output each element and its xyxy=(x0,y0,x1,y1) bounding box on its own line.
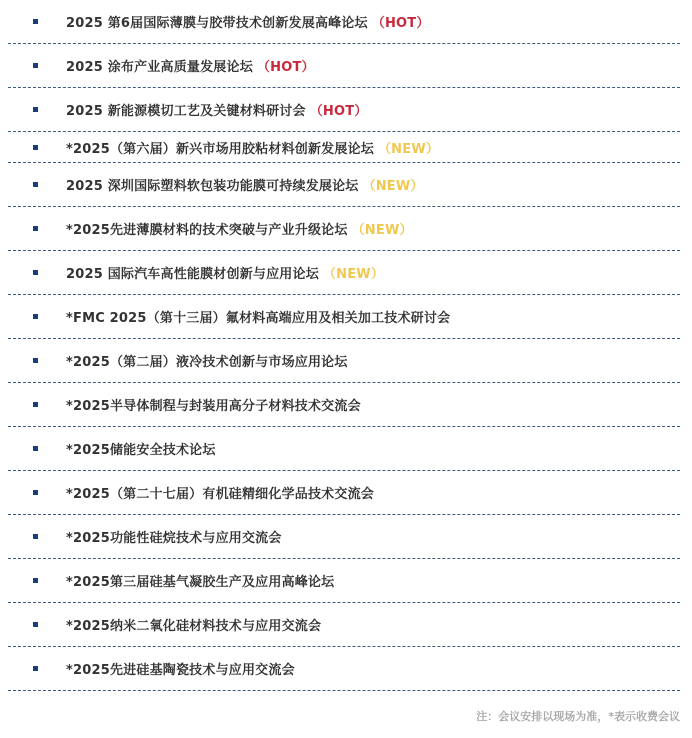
conference-title: *2025（第二十七届）有机硅精细化学品技术交流会 xyxy=(66,487,374,502)
conference-title: *2025（第六届）新兴市场用胶粘材料创新发展论坛 （NEW） xyxy=(66,141,440,157)
conference-title: *2025第三届硅基气凝胶生产及应用高峰论坛 xyxy=(66,575,335,590)
hot-tag: （HOT） xyxy=(256,60,315,75)
square-bullet-icon xyxy=(33,666,38,671)
list-item[interactable] xyxy=(8,0,680,44)
footnote: 注：会议安排以现场为准，*表示收费会议 xyxy=(476,710,680,723)
list-item[interactable] xyxy=(8,88,680,132)
conference-title: *2025纳米二氧化硅材料技术与应用交流会 xyxy=(66,619,322,634)
square-bullet-icon xyxy=(33,490,38,495)
square-bullet-icon xyxy=(33,534,38,539)
new-tag: （NEW） xyxy=(377,141,440,157)
square-bullet-icon xyxy=(33,446,38,451)
conference-title: 2025 涂布产业高质量发展论坛 （HOT） xyxy=(66,60,315,75)
new-tag: （NEW） xyxy=(322,267,385,282)
conference-title: *2025储能安全技术论坛 xyxy=(66,443,216,458)
square-bullet-icon xyxy=(33,622,38,627)
list-item[interactable] xyxy=(8,471,680,515)
conference-title: *2025先进硅基陶瓷技术与应用交流会 xyxy=(66,663,295,678)
hot-tag: （HOT） xyxy=(309,104,368,119)
square-bullet-icon xyxy=(33,226,38,231)
conference-title: 2025 深圳国际塑料软包装功能膜可持续发展论坛 （NEW） xyxy=(66,179,424,194)
list-item[interactable] xyxy=(8,132,680,163)
list-item[interactable] xyxy=(8,339,680,383)
square-bullet-icon xyxy=(33,63,38,68)
conference-title: *2025功能性硅烷技术与应用交流会 xyxy=(66,531,282,546)
list-item[interactable] xyxy=(8,295,680,339)
list-item[interactable] xyxy=(8,427,680,471)
conference-title: *2025半导体制程与封装用高分子材料技术交流会 xyxy=(66,399,361,414)
new-tag: （NEW） xyxy=(351,223,413,238)
hot-tag: （HOT） xyxy=(371,16,430,31)
list-item[interactable] xyxy=(8,515,680,559)
square-bullet-icon xyxy=(33,107,38,112)
square-bullet-icon xyxy=(33,402,38,407)
square-bullet-icon xyxy=(33,358,38,363)
square-bullet-icon xyxy=(33,314,38,319)
list-item[interactable] xyxy=(8,559,680,603)
list-item[interactable] xyxy=(8,251,680,295)
conference-title: 2025 国际汽车高性能膜材创新与应用论坛 （NEW） xyxy=(66,267,385,282)
list-item[interactable] xyxy=(8,383,680,427)
conference-title: 2025 新能源模切工艺及关键材料研讨会 （HOT） xyxy=(66,104,368,119)
conference-title: 2025 第6届国际薄膜与胶带技术创新发展高峰论坛 （HOT） xyxy=(66,16,430,31)
conference-list xyxy=(8,0,680,691)
square-bullet-icon xyxy=(33,270,38,275)
list-item[interactable] xyxy=(8,647,680,691)
new-tag: （NEW） xyxy=(362,179,424,194)
conference-title: *2025先进薄膜材料的技术突破与产业升级论坛 （NEW） xyxy=(66,223,413,238)
square-bullet-icon xyxy=(33,19,38,24)
square-bullet-icon xyxy=(33,145,38,150)
square-bullet-icon xyxy=(33,182,38,187)
conference-title: *FMC 2025（第十三届）氟材料高端应用及相关加工技术研讨会 xyxy=(66,311,451,326)
list-item[interactable] xyxy=(8,163,680,207)
square-bullet-icon xyxy=(33,578,38,583)
conference-title: *2025（第二届）液冷技术创新与市场应用论坛 xyxy=(66,355,348,370)
list-item[interactable] xyxy=(8,207,680,251)
list-item[interactable] xyxy=(8,44,680,88)
list-item[interactable] xyxy=(8,603,680,647)
